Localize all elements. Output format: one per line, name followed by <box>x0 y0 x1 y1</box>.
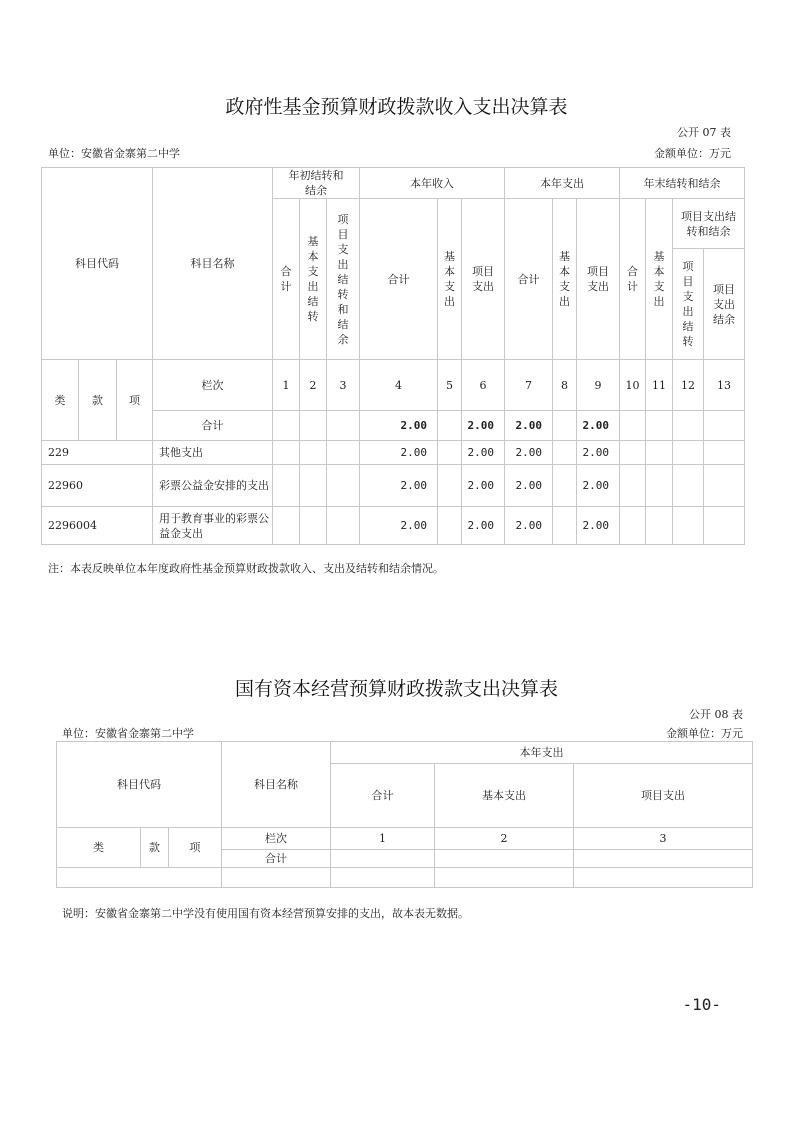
row-name: 其他支出 <box>153 441 273 465</box>
row-c4: 2.00 <box>360 507 438 545</box>
row-code: 229 <box>42 441 153 465</box>
t2-total-label: 合计 <box>222 850 331 868</box>
table2-title: 国有资本经营预算财政拨款支出决算表 <box>234 678 558 700</box>
header-income-total: 合计 <box>360 199 438 360</box>
table1-amount-unit: 金额单位：万元 <box>654 147 731 160</box>
header-end-project: 项目支出结转和结余 <box>673 199 745 249</box>
t2-empty-row <box>57 868 753 888</box>
col-num: 11 <box>646 360 673 411</box>
header-end-total: 合计 <box>620 199 646 360</box>
total-c6: 2.00 <box>462 411 505 441</box>
col-num: 3 <box>327 360 360 411</box>
total-c4: 2.00 <box>360 411 438 441</box>
row-c9: 2.00 <box>577 441 620 465</box>
header-income-basic: 基本支出 <box>438 199 462 360</box>
row-c7: 2.00 <box>505 465 553 507</box>
row-c9: 2.00 <box>577 507 620 545</box>
header-begin: 年初结转和结余 <box>273 168 360 199</box>
header-end-project-surplus: 项目支出结余 <box>704 249 745 360</box>
table1-title: 政府性基金预算财政拨款收入支出决算表 <box>225 96 568 118</box>
header-code: 科目代码 <box>42 168 153 360</box>
header-end: 年末结转和结余 <box>620 168 745 199</box>
header-income-project: 项目支出 <box>462 199 505 360</box>
row-name: 彩票公益金安排的支出 <box>153 465 273 507</box>
table2-note: 说明：安徽省金寨第二中学没有使用国有资本经营预算安排的支出，故本表无数据。 <box>62 907 469 920</box>
t2-col-num: 1 <box>331 828 435 850</box>
t2-header-lei: 类 <box>57 828 141 868</box>
header-expense-total: 合计 <box>505 199 553 360</box>
header-begin-basic: 基本支出结转 <box>300 199 327 360</box>
table1-unit: 单位：安徽省金寨第二中学 <box>48 147 180 160</box>
table2-code: 公开 08 表 <box>689 708 743 721</box>
header-lei: 类 <box>42 360 79 441</box>
row-c7: 2.00 <box>505 441 553 465</box>
t2-col-num: 3 <box>574 828 753 850</box>
col-num: 2 <box>300 360 327 411</box>
table2-amount-unit: 金额单位：万元 <box>666 727 743 740</box>
t2-header-lanci: 栏次 <box>222 828 331 850</box>
row-c4: 2.00 <box>360 465 438 507</box>
col-num: 12 <box>673 360 704 411</box>
t2-header-expense: 本年支出 <box>331 742 753 764</box>
col-num: 4 <box>360 360 438 411</box>
row-c6: 2.00 <box>462 507 505 545</box>
header-lanci: 栏次 <box>153 360 273 411</box>
header-name: 科目名称 <box>153 168 273 360</box>
col-num: 6 <box>462 360 505 411</box>
header-kuan: 款 <box>79 360 117 441</box>
table2-unit: 单位：安徽省金寨第二中学 <box>62 727 194 740</box>
row-name: 用于教育事业的彩票公益金支出 <box>153 507 273 545</box>
header-income: 本年收入 <box>360 168 505 199</box>
t2-header-xiang: 项 <box>169 828 222 868</box>
t2-header-kuan: 款 <box>141 828 169 868</box>
row-code: 2296004 <box>42 507 153 545</box>
table-row <box>42 507 745 545</box>
row-c6: 2.00 <box>462 441 505 465</box>
header-begin-total: 合计 <box>273 199 300 360</box>
t2-header-basic: 基本支出 <box>435 764 574 828</box>
total-c7: 2.00 <box>505 411 553 441</box>
col-num: 10 <box>620 360 646 411</box>
header-begin-project: 项目支出结转和结余 <box>327 199 360 360</box>
table1 <box>41 167 745 545</box>
row-c7: 2.00 <box>505 507 553 545</box>
header-xiang: 项 <box>117 360 153 441</box>
t2-header-project: 项目支出 <box>574 764 753 828</box>
col-num: 13 <box>704 360 745 411</box>
row-code: 22960 <box>42 465 153 507</box>
total-c9: 2.00 <box>577 411 620 441</box>
row-c4: 2.00 <box>360 441 438 465</box>
header-expense: 本年支出 <box>505 168 620 199</box>
page-number: -10- <box>682 995 721 1014</box>
total-label: 合计 <box>153 411 273 441</box>
header-expense-basic: 基本支出 <box>553 199 577 360</box>
header-end-basic: 基本支出 <box>646 199 673 360</box>
row-c9: 2.00 <box>577 465 620 507</box>
table-row <box>42 441 745 465</box>
header-expense-project: 项目支出 <box>577 199 620 360</box>
t2-header-name: 科目名称 <box>222 742 331 828</box>
col-num: 7 <box>505 360 553 411</box>
t2-header-total: 合计 <box>331 764 435 828</box>
table1-note: 注：本表反映单位本年度政府性基金预算财政拨款收入、支出及结转和结余情况。 <box>48 562 444 575</box>
col-num: 9 <box>577 360 620 411</box>
table2 <box>56 741 753 888</box>
col-num: 1 <box>273 360 300 411</box>
header-end-project-carry: 项目支出结转 <box>673 249 704 360</box>
t2-col-num: 2 <box>435 828 574 850</box>
col-num: 5 <box>438 360 462 411</box>
t2-header-code: 科目代码 <box>57 742 222 828</box>
col-num: 8 <box>553 360 577 411</box>
row-c6: 2.00 <box>462 465 505 507</box>
table1-code: 公开 07 表 <box>677 126 731 139</box>
table-row <box>42 465 745 507</box>
